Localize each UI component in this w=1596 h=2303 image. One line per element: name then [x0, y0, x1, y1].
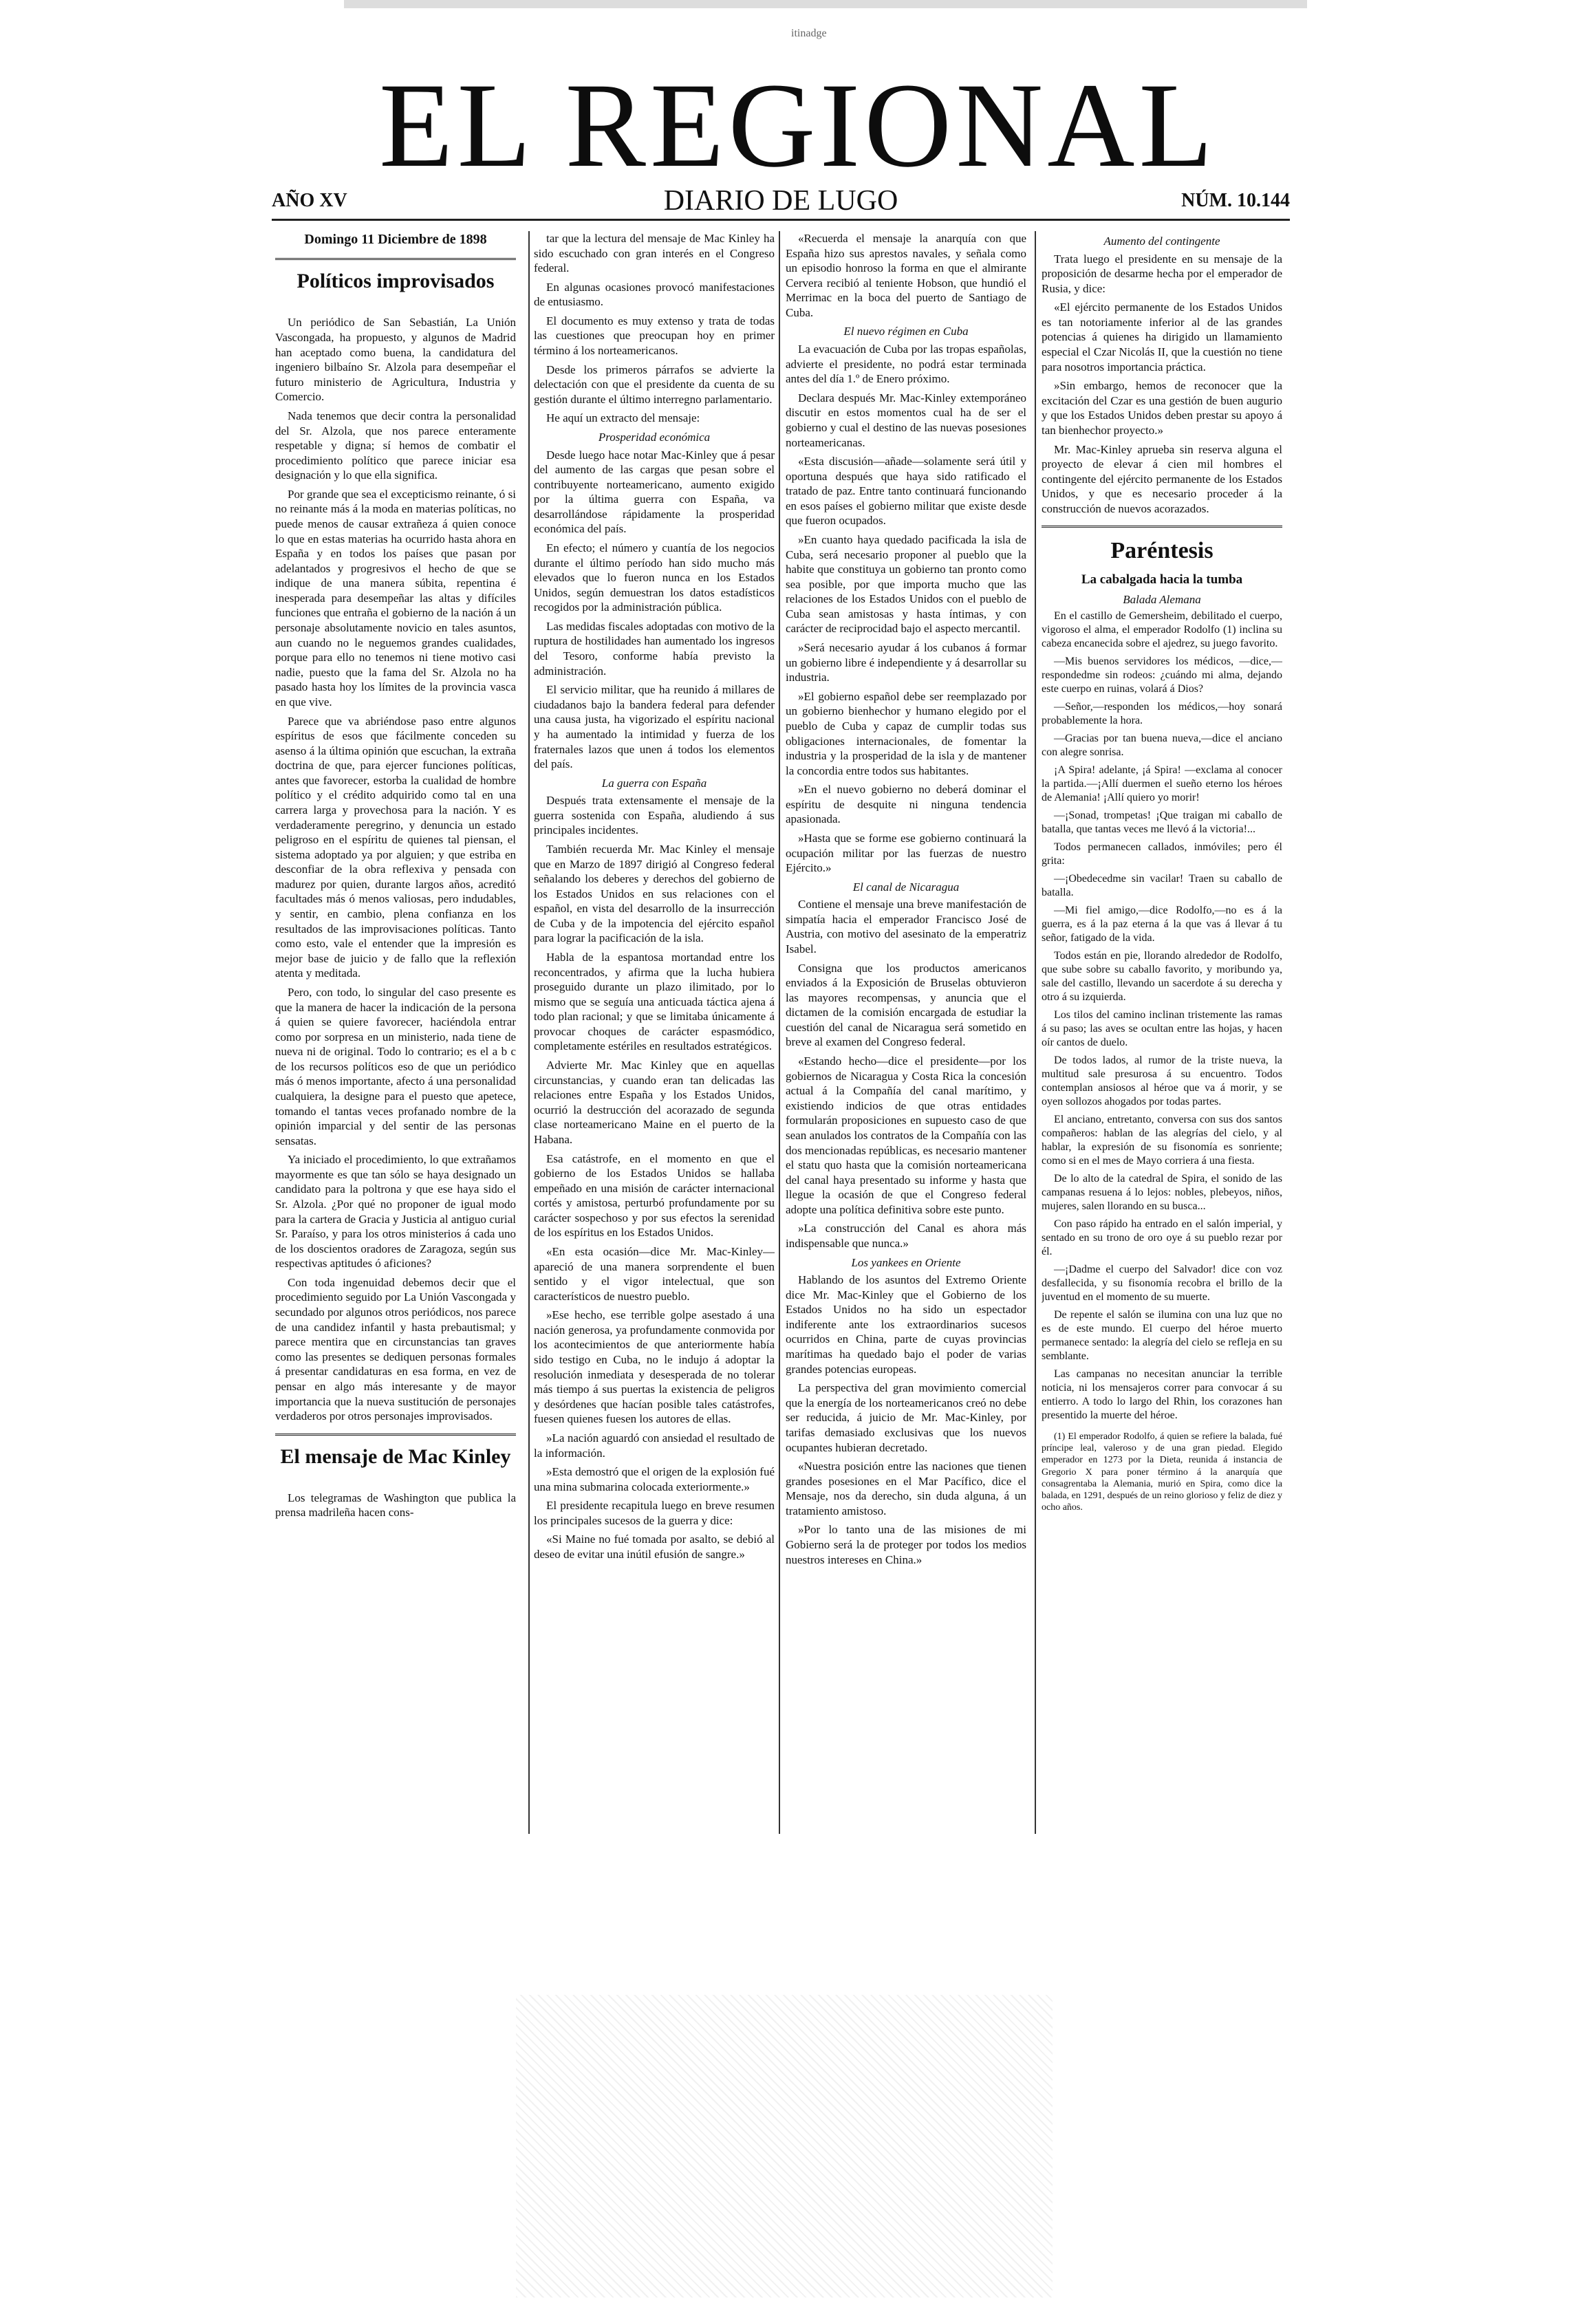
- verse: Las campanas no necesitan anunciar la terrible noticia, ni los mensajeros correr para convocar á su entierro. A todo lo largo del Rhin, los corazones han presentido la muerte del héroe.: [1042, 1368, 1282, 1422]
- paragraph: En efecto; el número y cuantía de los negocios durante el último período han sido mucho más elevados que lo fueron nunca en los Estados Unidos, según demuestran los datos estadísticos recogidos por la administración pública.: [534, 541, 775, 614]
- paragraph: Contiene el mensaje una breve manifestación de simpatía hacia el emperador Francisco José de Austria, con motivo del asesinato de la emperatriz Isabel.: [786, 898, 1026, 956]
- paragraph: »Esta demostró que el origen de la explosión fué una mina submarina colocada exteriormente.»: [534, 1465, 775, 1493]
- paragraph: »Será necesario ayudar á los cubanos á formar un gobierno libre é independiente y á desarrollar su industria.: [786, 641, 1026, 684]
- paragraph: Los telegramas de Washington que publica la prensa madrileña hacen cons-: [275, 1491, 516, 1520]
- article-headline: El mensaje de Mac Kinley: [280, 1445, 511, 1468]
- verse: —Mi fiel amigo,—dice Rodolfo,—no es á la guerra, es á la paz eterna á la que vas á llevar á tu señor, fatigado de la vida.: [1042, 905, 1282, 944]
- paragraph: Con toda ingenuidad debemos decir que el procedimiento seguido por La Unión Vascongada y secundado por algunos otros periódicos, nos parece de una candidez infantil y hasta prebautismal; y parece mentira que en circunstancias tan graves como las presentes se dediquen personas formales á presentar candidaturas en esa forma, en vez de pensar en algo más interesante y de mayor importancia que la nueva sustitución de personajes verdaderos por otros personajes improvisados.: [275, 1275, 516, 1423]
- scan-noise: [344, 0, 1307, 8]
- verse: De todos lados, al rumor de la triste nueva, la multitud sale presurosa á su encuentro. Todos contemplan ansiosos al héroe que va á morir, y se oyen sollozos ahogados por todas partes.: [1042, 1055, 1282, 1108]
- column-2: [534, 231, 775, 1848]
- paragraph: La evacuación de Cuba por las tropas españolas, advierte el presidente, no podrá estar terminada antes del día 1.º de Enero próximo.: [786, 343, 1026, 386]
- masthead-subline: [272, 184, 1290, 219]
- section-subtitle: Aumento del contingente: [1103, 235, 1220, 248]
- poem-subtitle: Balada Alemana: [1123, 592, 1201, 606]
- paragraph: «Nuestra posición entre las naciones que tienen grandes posesiones en el Mar Pacífico, dice el Mensaje, nos da derecho, sin duda alguna, á un tratamiento amistoso.: [786, 1460, 1026, 1517]
- verse: —¡Sonad, trompetas! ¡Que traigan mi caballo de batalla, que tantas veces me llevó á la victoria!...: [1042, 810, 1282, 836]
- paragraph: Parece que va abriéndose paso entre algunos espíritus de esos que fácilmente conceden su asenso á la última opinión que escuchan, la extraña doctrina de que, para ejercer funciones políticas, antes que favorecer, estorba la cualidad de hombre político y el crédito adquirido como tal en una carrera larga y provechosa para la nación. Y es verdaderamente peregrino, y denuncia un estado peligroso en el espíritu de quienes tal piensan, el sistema adoptado ya por alguien; y que estriba en desconfiar de la obra reflexiva y pensada con madurez por quien, durante largos años, acreditó facultades más ó menos valiosas, pero indudables, y sentir, en cambio, plena confianza en los resultados de las improvisaciones políticas. Tanto como esto, vale el entender que la impresión es mejor base de juicio y de fallo que la reflexión atenta y meditada.: [275, 714, 516, 980]
- article-headline: Políticos improvisados: [296, 270, 495, 293]
- paragraph: «Esta discusión—añade—solamente será útil y oportuna después que haya sido ratificado el tratado de paz. Entre tanto continuará funcionando en esos países el gobierno militar que existe desde que fueron ocupados.: [786, 455, 1026, 528]
- poem-title: La cabalgada hacia la tumba: [1081, 572, 1243, 587]
- paragraph: «Recuerda el mensaje la anarquía con que España hizo sus aprestos navales, y señala como un episodio honroso la forma en que el almirante Cervera recibió al teniente Hobson, que hundió el Merrimac en la boca del puerto de Santiago de Cuba.: [786, 232, 1026, 319]
- verse: Los tilos del camino inclinan tristemente las ramas á su paso; las aves se ocultan entre las hojas, y hacen oír cantos de duelo.: [1042, 1009, 1282, 1049]
- section-subtitle: Los yankees en Oriente: [851, 1255, 961, 1269]
- tiny-mark: itinadge: [791, 28, 827, 39]
- column-rule: [779, 231, 780, 1834]
- verse: El anciano, entretanto, conversa con sus dos santos compañeros: hablan de las alegrías del cielo, y al hablar, la expresión de su fisonomía es sonriente; como si en el mes de Mayo corriera á una fiesta.: [1042, 1114, 1282, 1167]
- section-headline: Paréntesis: [1110, 538, 1214, 564]
- verse: —¡Obedecedme sin vacilar! Traen su caballo de batalla.: [1042, 873, 1282, 899]
- masthead-rule: [272, 219, 1290, 221]
- column-3: [786, 231, 1026, 1848]
- paragraph: «Si Maine no fué tomada por asalto, se debió al deseo de evitar una inútil efusión de sangre.»: [534, 1533, 775, 1561]
- paragraph: Advierte Mr. Mac Kinley que en aquellas circunstancias, y cuando eran tan delicadas las relaciones entre España y los Estados Unidos, ocurrió la destrucción del acorazado de segunda clase norteamericano Maine en el puerto de la Habana.: [534, 1059, 775, 1146]
- section-subtitle: El canal de Nicaragua: [852, 880, 960, 894]
- poem-body: [1042, 609, 1282, 1423]
- section-subtitle: El nuevo régimen en Cuba: [843, 325, 969, 338]
- paragraph: Esa catástrofe, en el momento en que el gobierno de los Estados Unidos se hallaba empeñado en una misión de carácter internacional cortés y amistosa, perturbó profundamente por su carácter sospechoso y por sus efectos la serenidad de los espíritus en los Estados Unidos.: [534, 1152, 775, 1240]
- column-1: [275, 231, 516, 1848]
- verse: ¡A Spira! adelante, ¡á Spira! —exclama al conocer la partida.—¡Allí duermen el sueño eterno los héroes de Alemania! ¡Allí quiero yo morir!: [1042, 764, 1282, 804]
- verse: Con paso rápido ha entrado en el salón imperial, y sentado en su trono de oro oye á su pueblo rezar por él.: [1042, 1218, 1282, 1258]
- paragraph: «En esta ocasión—dice Mr. Mac-Kinley—apareció de una manera sorprendente el buen sentido y el vigor intelectual, que son característicos de nuestro pueblo.: [534, 1245, 775, 1303]
- verse: —Mis buenos servidores los médicos, —dice,—respondedme sin rodeos: ¿cuándo mi alma, dejando este cuerpo en ruinas, volará á Dios?: [1042, 656, 1282, 695]
- paragraph: Consigna que los productos americanos enviados á la Exposición de Bruselas obtuvieron las mayores recompensas, y anuncia que el dictamen de la comisión encargada de estudiar la cuestión del canal de Nicaragua será sometido en breve al examen del Congreso federal.: [786, 961, 1026, 1049]
- paragraph: Las medidas fiscales adoptadas con motivo de la ruptura de hostilidades han aumentado los ingresos del Tesoro, conforme había previsto la administración.: [534, 619, 775, 678]
- issue-date: Domingo 11 Diciembre de 1898: [304, 232, 487, 247]
- paragraph: Habla de la espantosa mortandad entre los reconcentrados, y afirma que la lucha hubiera proseguido durante un plazo ilimitado, por lo mismo que se seguía una anticuada táctica ajena á todo plan racional; y que se limitaba únicamente á provocar choques de carácter espasmódico, completamente estériles en resultados estratégicos.: [534, 951, 775, 1053]
- paragraph: Un periódico de San Sebastián, La Unión Vascongada, ha propuesto, y algunos de Madrid han aceptado como buena, la candidatura del ingeniero bilbaíno Sr. Alzola para desempeñar el futuro ministerio de Agricultura, Industria y Comercio.: [275, 316, 516, 404]
- verse: En el castillo de Gemersheim, debilitado el cuerpo, vigoroso el alma, el emperador Rodolfo (1) inclina su cabeza encanecida sobre el ajedrez, su juego favorito.: [1042, 610, 1282, 650]
- paragraph: También recuerda Mr. Mac Kinley el mensaje que en Marzo de 1897 dirigió al Congreso federal señalando los deberes y derechos del gobierno de los Estados Unidos en sus relaciones con el español, en vista del desarrollo de la insurrección de Cuba y de la impotencia del ejército español para lograr la pacificación de la isla.: [534, 842, 775, 945]
- paragraph: Por grande que sea el excepticismo reinante, ó si no reinante más á la moda en materias políticas, no puede menos de causar extrañeza á quien conoce lo que en estas materias ha ocurrido hasta ahora en España y en todos los países que pasan por adelantados y progresivos el hecho de que se indique de una manera súbita, repentina é inesperada para desempeñar las altas y difíciles funciones que entraña el gobierno de la nación á un personaje absolutamente novicio en tales asuntos, aun cuando no le neguemos grandes cualidades, porque para ello no tenemos ni tiene motivo casi nadie, puesto que la fama del Sr. Alzola no ha pasado hasta hoy los límites de la provincia vasca en que vive.: [275, 487, 516, 709]
- paragraph: Hablando de los asuntos del Extremo Oriente dice Mr. Mac-Kinley que el Gobierno de los Estados Unidos no ha sido un espectador indiferente ante los extraordinarios sucesos ocurridos en China, parte de cuyas provincias marítimas ha quedado bajo el poder de varias grandes potencias europeas.: [786, 1273, 1026, 1376]
- verse: —Gracias por tan buena nueva,—dice el anciano con alegre sonrisa.: [1042, 733, 1282, 759]
- paragraph: Nada tenemos que decir contra la personalidad del Sr. Alzola, que nos parece enteramente respetable y digna; sí hemos de combatir el procedimiento político que parece iniciar esa designación y lo que ella significa.: [275, 409, 516, 482]
- footnote: (1) El emperador Rodolfo, á quien se refiere la balada, fué príncipe leal, valeroso y de una gran piedad. Elegido emperador en 1273 por la Dieta, reunida á instancia de Gregorio X para poner término á la anarquía que consagrentaba la Alemania, murió en Spira, como dice la balada, en 1291, después de un reino glorioso y feliz de diez y ocho años.: [1042, 1431, 1282, 1513]
- paragraph: »En cuanto haya quedado pacificada la isla de Cuba, será necesario proponer al pueblo que la habite que constituya un gobierno tan pronto como sea posible, por que importa mucho que las relaciones de los Estados Unidos con el pueblo de Cuba sean amistosas y hasta íntimas, y con carácter de reciprocidad bajo el aspecto mercantil.: [786, 532, 1026, 636]
- paragraph: Trata luego el presidente en su mensaje de la proposición de desarme hecha por el emperador de Rusia, y dice:: [1042, 252, 1282, 295]
- column-4: [1042, 231, 1282, 1848]
- paragraph: «Estando hecho—dice el presidente—por los gobiernos de Nicaragua y Costa Rica la concesión actual á la Compañía del canal marítimo, y existiendo indicios de que otras entidades formularán proposiciones en supuesto caso de que sean anulados los contratos de la Compañía con las dos mencionadas repúblicas, es necesario mantener el statu quo hasta que la comisión norteamericana del canal haya presentado su informe y hasta que llegue la ocasión de que el Congreso federal adopte una política definitiva sobre este punto.: [786, 1055, 1026, 1216]
- paragraph: Declara después Mr. Mac-Kinley extemporáneo discutir en estos momentos cual ha de ser el gobierno y cual el destino de las nuevas posesiones norteamericanas.: [786, 391, 1026, 449]
- paragraph: En algunas ocasiones provocó manifestaciones de entusiasmo.: [534, 280, 775, 309]
- divider: [275, 1434, 516, 1436]
- issue-number: NÚM. 10.144: [1181, 190, 1290, 211]
- year-label: AÑO XV: [272, 190, 347, 211]
- verse: —Señor,—responden los médicos,—hoy sonará probablemente la hora.: [1042, 701, 1282, 727]
- paragraph: Mr. Mac-Kinley aprueba sin reserva alguna el proyecto de elevar á cien mil hombres el contingente del ejército permanente de los Estados Unidos, y que es necesario proceder á la construcción de nuevos acorazados.: [1042, 442, 1282, 515]
- paragraph: He aquí un extracto del mensaje:: [546, 411, 700, 425]
- paragraph: tar que la lectura del mensaje de Mac Kinley ha sido escuchado con gran interés en el Congreso federal.: [534, 232, 775, 275]
- paragraph: La perspectiva del gran movimiento comercial que la energía de los norteamericanos creó no debe ser reducida, á juicio de Mr. Mac-Kinley, por tarifas demasiado exclusivas que los nuevos ocupantes hubieran decretado.: [786, 1381, 1026, 1454]
- paragraph: »En el nuevo gobierno no deberá dominar el espíritu de desquite ni ninguna tendencia apasionada.: [786, 783, 1026, 826]
- paragraph: Después trata extensamente el mensaje de la guerra sostenida con España, aludiendo á sus principales incidentes.: [534, 794, 775, 837]
- paragraph: »Sin embargo, hemos de reconocer que la excitación del Czar es una gestión de buen augurio y que los Estados Unidos deben prestar su apoyo á tan bienhechor proyecto.»: [1042, 379, 1282, 437]
- paragraph: »El gobierno español debe ser reemplazado por un gobierno bienhechor y humano elegido por el pueblo de Cuba y capaz de cumplir todas sus obligaciones internacionales, de fomentar la industria y la prosperidad de la isla y de mantener la concordia entre todos sus habitantes.: [786, 689, 1026, 777]
- column-rule: [528, 231, 530, 1834]
- paragraph: El presidente recapitula luego en breve resumen los principales sucesos de la guerra y dice:: [534, 1499, 775, 1527]
- verse: Todos están en pie, llorando alrededor de Rodolfo, que sube sobre su caballo favorito, y moribundo ya, sale del castillo, llevando un sacerdote á su derecha y otro á su izquierda.: [1042, 950, 1282, 1004]
- newspaper-subtitle: DIARIO DE LUGO: [663, 185, 898, 217]
- verse: —¡Dadme el cuerpo del Salvador! dice con voz desfallecida, y su fisonomía recobra el brillo de la juventud en el momento de su muerte.: [1042, 1264, 1282, 1304]
- paragraph: »Ese hecho, ese terrible golpe asestado á una nación generosa, ya profundamente conmovida por los acontecimientos de que anteriormente había sido testigo en Cuba, no le indujo á adoptar la resolución inmediata y desesperada de no tolerar más tiempo á sus puertas la existencia de peligros y desórdenes que hacían posible tales catástrofes, fuesen quienes fuesen los autores de ellas.: [534, 1308, 775, 1426]
- verse: De repente el salón se ilumina con una luz que no es de este mundo. El cuerpo del héroe muerto permanece sentado: la alegría del cielo se refleja en su semblante.: [1042, 1309, 1282, 1363]
- paragraph: El servicio militar, que ha reunido á millares de ciudadanos bajo la bandera federal para defender una causa justa, ha vigorizado el espíritu nacional y ha aumentado la intimidad y fuerza de los fraternales lazos que unen á todos los elementos del país.: [534, 683, 775, 771]
- newspaper-title: EL REGIONAL: [379, 58, 1217, 193]
- paragraph: »La nación aguardó con ansiedad el resultado de la información.: [534, 1431, 775, 1460]
- divider: [275, 258, 516, 260]
- verse: Todos permanecen callados, inmóviles; pero él grita:: [1042, 841, 1282, 867]
- verse: De lo alto de la catedral de Spira, el sonido de las campanas resuena á lo lejos: nobles, plebeyos, niños, mujeres, salen llorando en su busca...: [1042, 1173, 1282, 1213]
- scan-noise: [516, 1995, 1053, 2297]
- paragraph: «El ejército permanente de los Estados Unidos es tan notoriamente inferior al de las grandes potencias á quienes ha dirigido un llamamiento especial el Czar Nicolás II, que la cuestión no tiene para nosotros importancia práctica.: [1042, 301, 1282, 374]
- paragraph: »La construcción del Canal es ahora más indispensable que nunca.»: [786, 1222, 1026, 1250]
- column-rule: [1035, 231, 1036, 1834]
- section-subtitle: La guerra con España: [601, 776, 707, 790]
- paragraph: »Hasta que se forme ese gobierno continuará la ocupación militar por las fuerzas de nuestro Ejército.»: [786, 831, 1026, 875]
- paragraph: Desde luego hace notar Mac-Kinley que á pesar del aumento de las cargas que pesan sobre el contribuyente norteamericano, aumento exigido por la última guerra con España, va desarrollándose rápidamente la prosperidad económica del país.: [534, 448, 775, 536]
- paragraph: Ya iniciado el procedimiento, lo que extrañamos mayormente es que tan sólo se haya designado un candidato para la poltrona y que ese haya sido el Sr. Alzola. ¿Por qué no proponer de igual modo para la cartera de Gracia y Justicia al antiguo curial Sr. Paraíso, y para los otros ministerios á cada uno de los doscientos oradores de Zaragoza, según sus respectivas aptitudes ó aficiones?: [275, 1153, 516, 1271]
- paragraph: Desde los primeros párrafos se advierte la delectación con que el presidente da cuenta de su gestión durante el último interregno parlamentario.: [534, 363, 775, 406]
- paragraph: »Por lo tanto una de las misiones de mi Gobierno será la de proteger por todos los medios nuestros intereses en China.»: [786, 1523, 1026, 1566]
- paragraph: El documento es muy extenso y trata de todas las cuestiones que preocupan hoy en primer término á los norteamericanos.: [534, 314, 775, 358]
- paragraph: Pero, con todo, lo singular del caso presente es que la manera de hacer la indicación de la persona á quien se quiere favorecer, haciéndola entrar como por sorpresa en un ministerio, nada tiene de nueva ni de original. Todo lo contrario; es el a b c de los recursos políticos eso de que un periódico más ó menos importante, afecto á una personalidad cualquiera, la designe para el puesto que apetece, tomando el tantas veces profanado nombre de la opinión imparcial y del sentir de las personas sensatas.: [275, 985, 516, 1147]
- section-subtitle: Prosperidad económica: [598, 430, 711, 444]
- divider: [1042, 526, 1282, 528]
